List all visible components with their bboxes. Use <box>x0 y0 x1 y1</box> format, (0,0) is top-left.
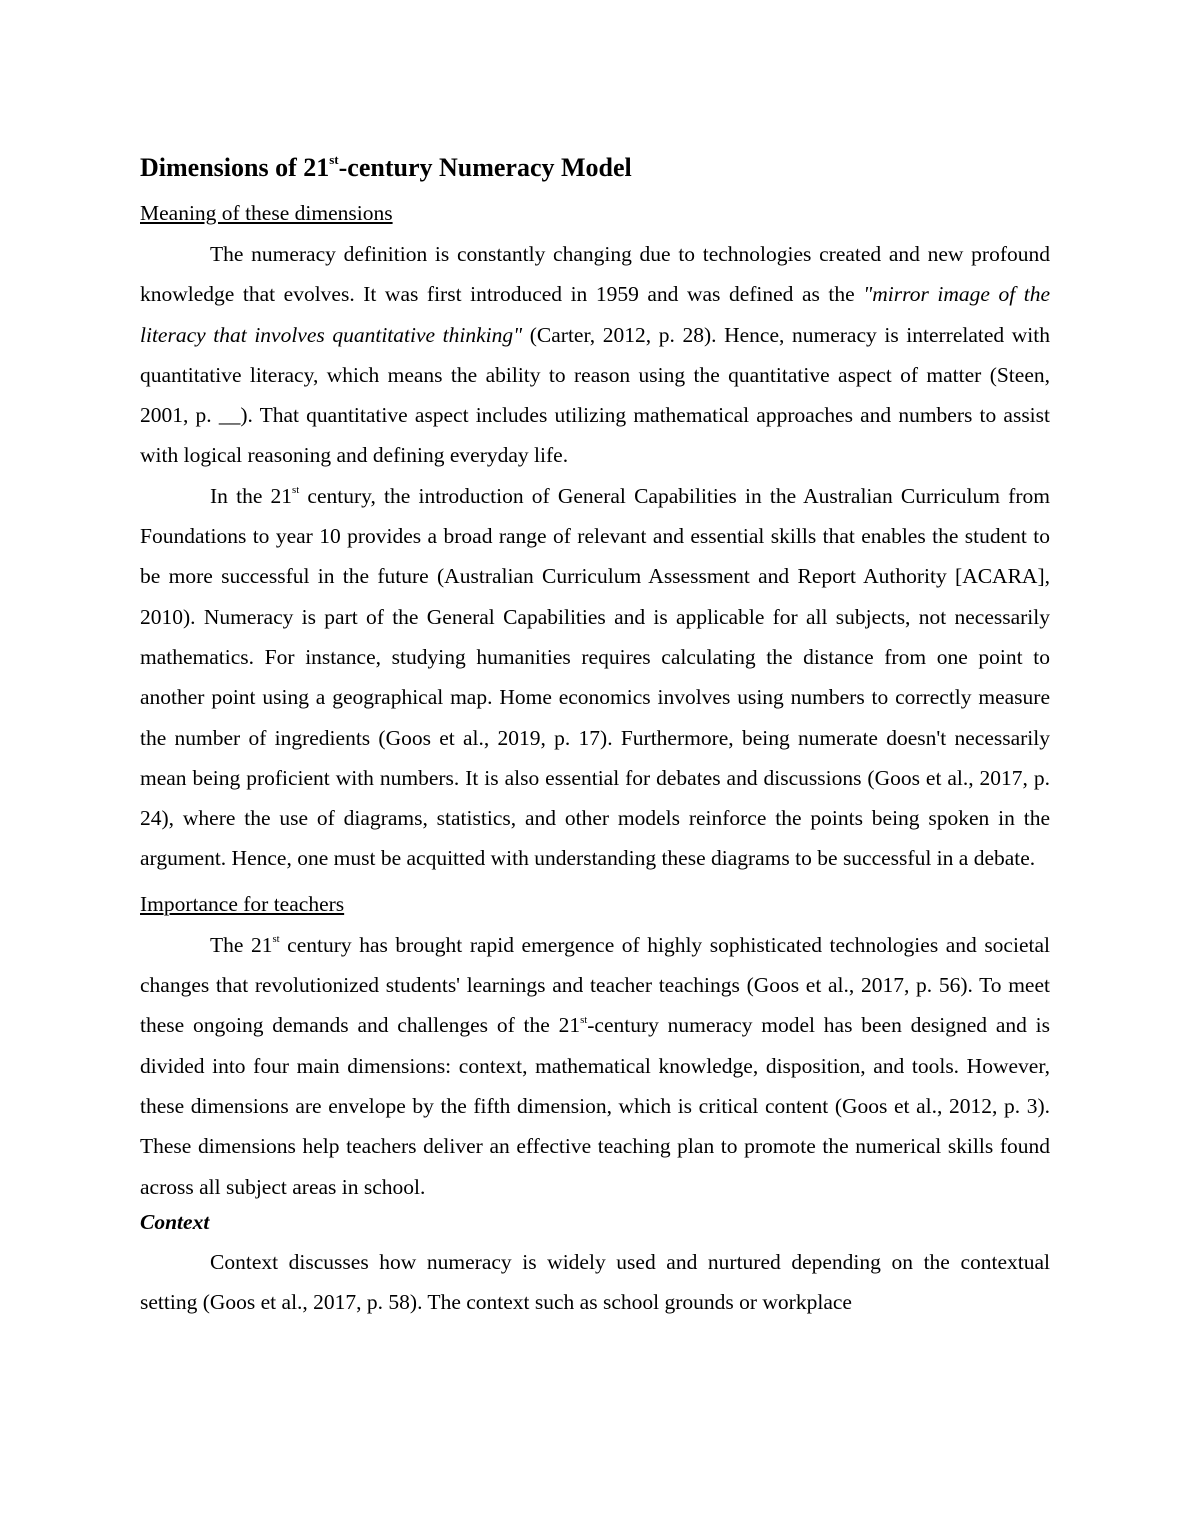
subheading-context: Context <box>140 1209 210 1234</box>
paragraph-text: -century numeracy model has been designed and is divided into four main dimensions: context, mathematical knowledge, disposition, and tools. However, these dimensions are envelope by the fifth dimension, which is critical content (Goos et al., 2012, p. 3). These dimensions help teachers deliver an effective teaching plan to promote the numerical skills found across all subject areas in school. <box>140 1013 1051 1199</box>
paragraph-text: The numeracy definition is constantly changing due to technologies created and new profound knowledge that evolves. It was first introduced in 1959 and was defined as the <box>140 242 1050 307</box>
superscript: st <box>272 932 280 945</box>
superscript: st <box>580 1013 588 1026</box>
paragraph-text: century has brought rapid emergence of highly sophisticated technologies and societal changes that revolutionized students' learnings and teacher teachings (Goos et al., 2017, p. 56). To meet these ongoing demands and challenges of the 21 <box>140 932 1050 1038</box>
section-heading-importance: Importance for teachers <box>140 891 345 916</box>
section-heading-meaning: Meaning of these dimensions <box>140 201 393 225</box>
title-suffix: -century Numeracy Model <box>338 153 632 182</box>
paragraph-meaning-1 <box>140 234 1050 476</box>
title-prefix: Dimensions of 21 <box>140 153 330 182</box>
title-superscript: st <box>329 152 339 168</box>
superscript: st <box>292 484 300 497</box>
paragraph-text: The 21 <box>210 932 273 957</box>
document-page <box>140 148 1050 1322</box>
quotation: "mirror image of the literacy that involves quantitative thinking" <box>140 282 1050 347</box>
paragraph-context-1: Context discusses how numeracy is widely used and nurtured depending on the contextual setting (Goos et al., 2017, p. 58). The context such as school grounds or workplace <box>140 1249 1050 1315</box>
paragraph-text: (Carter, 2012, p. 28). Hence, numeracy is interrelated with quantitative literacy, which means the ability to reason using the quantitative aspect of matter (Steen, 2001, p. __). That quantitative aspect includes utilizing mathematical approaches and numbers to assist with logical reasoning and defining everyday life. <box>140 322 1050 468</box>
document-title <box>140 148 1050 188</box>
paragraph-text: In the 21 <box>210 483 293 508</box>
paragraph-importance-1 <box>140 925 1050 1207</box>
paragraph-meaning-2 <box>140 476 1050 879</box>
paragraph-text: century, the introduction of General Capabilities in the Australian Curriculum from Foundations to year 10 provides a broad range of relevant and essential skills that enables the student to be more successful in the future (Australian Curriculum Assessment and Report Authority [ACARA], 2010). Numeracy is part of the General Capabilities and is applicable for all subjects, not necessarily mathematics. For instance, studying humanities requires calculating the distance from one point to another point using a geographical map. Home economics involves using numbers to correctly measure the number of ingredients (Goos et al., 2019, p. 17). Furthermore, being numerate doesn't necessarily mean being proficient with numbers. It is also essential for debates and discussions (Goos et al., 2017, p. 24), where the use of diagrams, statistics, and other models reinforce the points being spoken in the argument. Hence, one must be acquitted with understanding these diagrams to be successful in a debate. <box>140 483 1050 871</box>
